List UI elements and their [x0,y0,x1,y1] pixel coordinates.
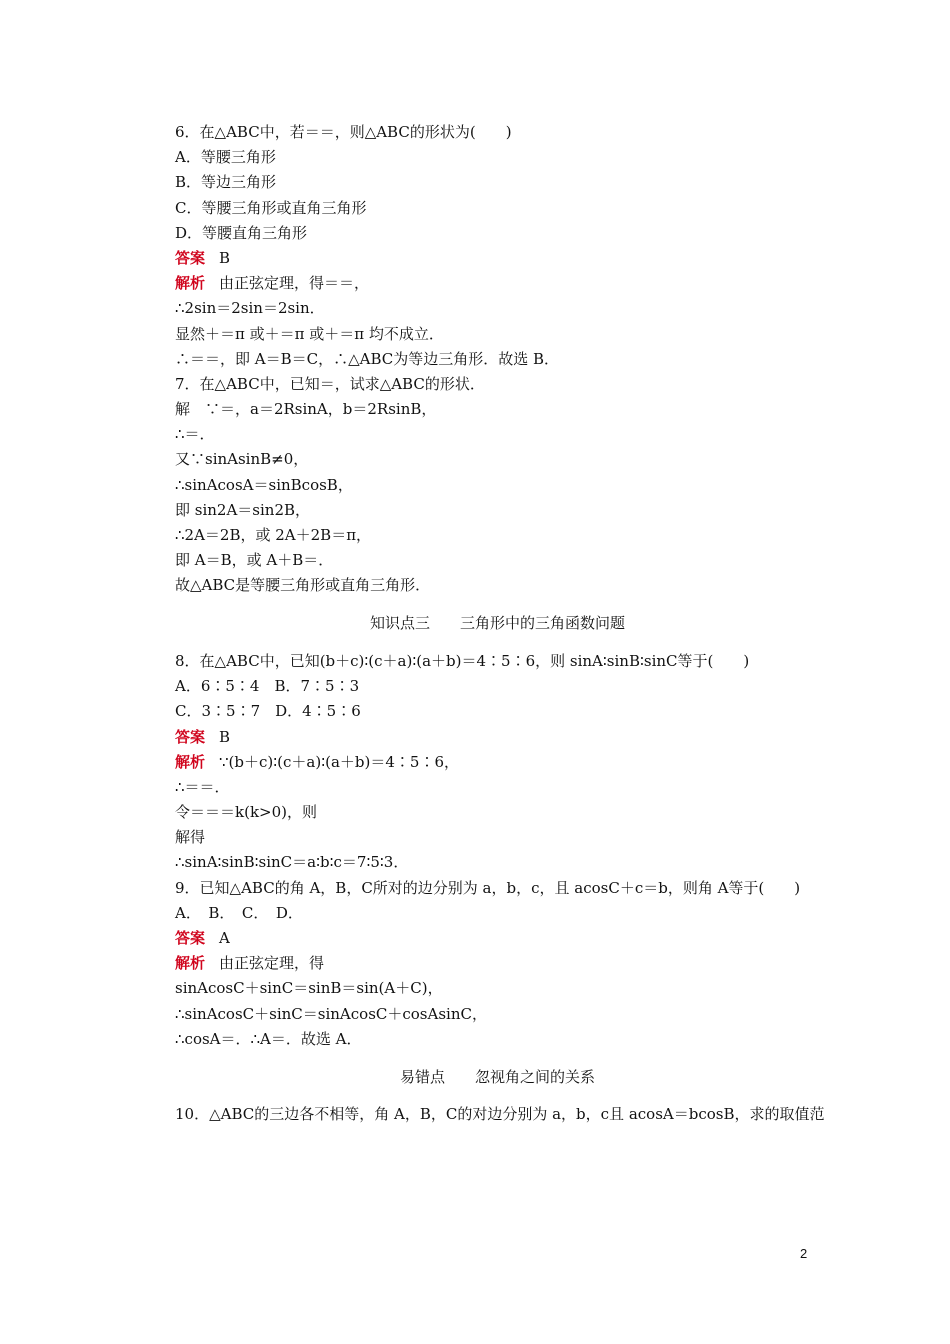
q7-solution-line: ∴2A＝2B，或 2A＋2B＝π， [175,526,372,544]
q6-analysis-line: ∴＝＝，即 A＝B＝C，∴△ABC为等边三角形．故选 B． [175,349,560,368]
q6-answer: 答案 B [175,248,231,267]
option-a: A．等腰三角形 [175,148,276,167]
analysis-label: 解析 [175,752,206,771]
option-d: D．等腰直角三角形 [175,223,308,242]
q9-analysis-line: sinAcosC＋sinC＝sinB＝sin(A＋C)， [175,979,443,998]
q8-answer: 答案 B [175,727,231,746]
q7-solution-line: ∴sinAcosA＝sinBcosB， [175,475,353,494]
question-8: 8．在△ABC中，已知(b＋c)∶(c＋a)∶(a＋b)＝4∶5∶6，则 sinA∶sinB∶sinC等于( ) [175,651,750,670]
q6-analysis-line: ∴2sin＝2sin＝2sin． [175,299,325,318]
section-heading-errors: 易错点 忽视角之间的关系 [399,1067,596,1086]
option-b: B．等边三角形 [175,173,277,192]
q8-options: A．6∶5∶4 B．7∶5∶3 [175,677,360,696]
q7-solution-line: ∴＝． [175,425,215,444]
q9-answer: 答案 A [175,929,230,948]
answer-label: 答案 [175,727,206,746]
q7-solution-line: 即 sin2A＝sin2B， [175,500,311,519]
q7-solution-line: 解 ∵＝，a＝2RsinA，b＝2RsinB， [175,400,437,419]
q8-analysis-line: 令＝＝＝k(k>0)，则 [175,803,317,822]
q8-options: C．3∶5∶7 D．4∶5∶6 [175,702,361,721]
q8-analysis-line: ∴＝＝． [175,777,230,796]
q9-analysis-line: ∴sinAcosC＋sinC＝sinAcosC＋cosAsinC， [175,1004,487,1023]
q8-analysis: 解析 ∵(b＋c)∶(c＋a)∶(a＋b)＝4∶5∶6， [175,752,460,771]
q7-solution-line: 故△ABC是等腰三角形或直角三角形． [175,576,431,595]
q7-solution-line: 即 A＝B，或 A＋B＝． [175,551,334,570]
q9-analysis: 解析 由正弦定理，得 [175,954,325,973]
question-10: 10．△ABC的三边各不相等，角 A，B，C的对边分别为 a，b，c且 acosA＝bcosB，求的取值范 [175,1105,825,1124]
option-c: C．等腰三角形或直角三角形 [175,198,367,217]
document-body [175,120,825,1128]
q8-analysis-line: 解得 [175,828,206,847]
q9-options: A． B． C． D． [175,903,303,922]
q7-solution-line: 又∵sinAsinB≠0， [175,450,309,469]
analysis-label: 解析 [175,274,206,293]
q6-analysis: 解析 由正弦定理，得＝＝， [175,274,370,293]
analysis-label: 解析 [175,954,206,973]
question-9: 9．已知△ABC的角 A，B，C所对的边分别为 a，b，c，且 acosC＋c＝b，则角 A等于( ) [175,878,801,897]
q8-analysis-line: ∴sinA∶sinB∶sinC＝a∶b∶c＝7∶5∶3． [175,853,409,872]
answer-label: 答案 [175,929,206,948]
answer-label: 答案 [175,248,206,267]
section-heading-3: 知识点三 三角形中的三角函数问题 [369,614,626,633]
question-7: 7．在△ABC中，已知＝，试求△ABC的形状． [175,374,485,393]
question-6: 6．在△ABC中，若＝＝，则△ABC的形状为( ) [175,123,512,141]
q6-analysis-line: 显然＋＝π 或＋＝π 或＋＝π 均不成立． [175,324,444,343]
q9-analysis-line: ∴cosA＝．∴A＝．故选 A． [175,1029,362,1048]
page-number: 2 [800,1246,808,1261]
